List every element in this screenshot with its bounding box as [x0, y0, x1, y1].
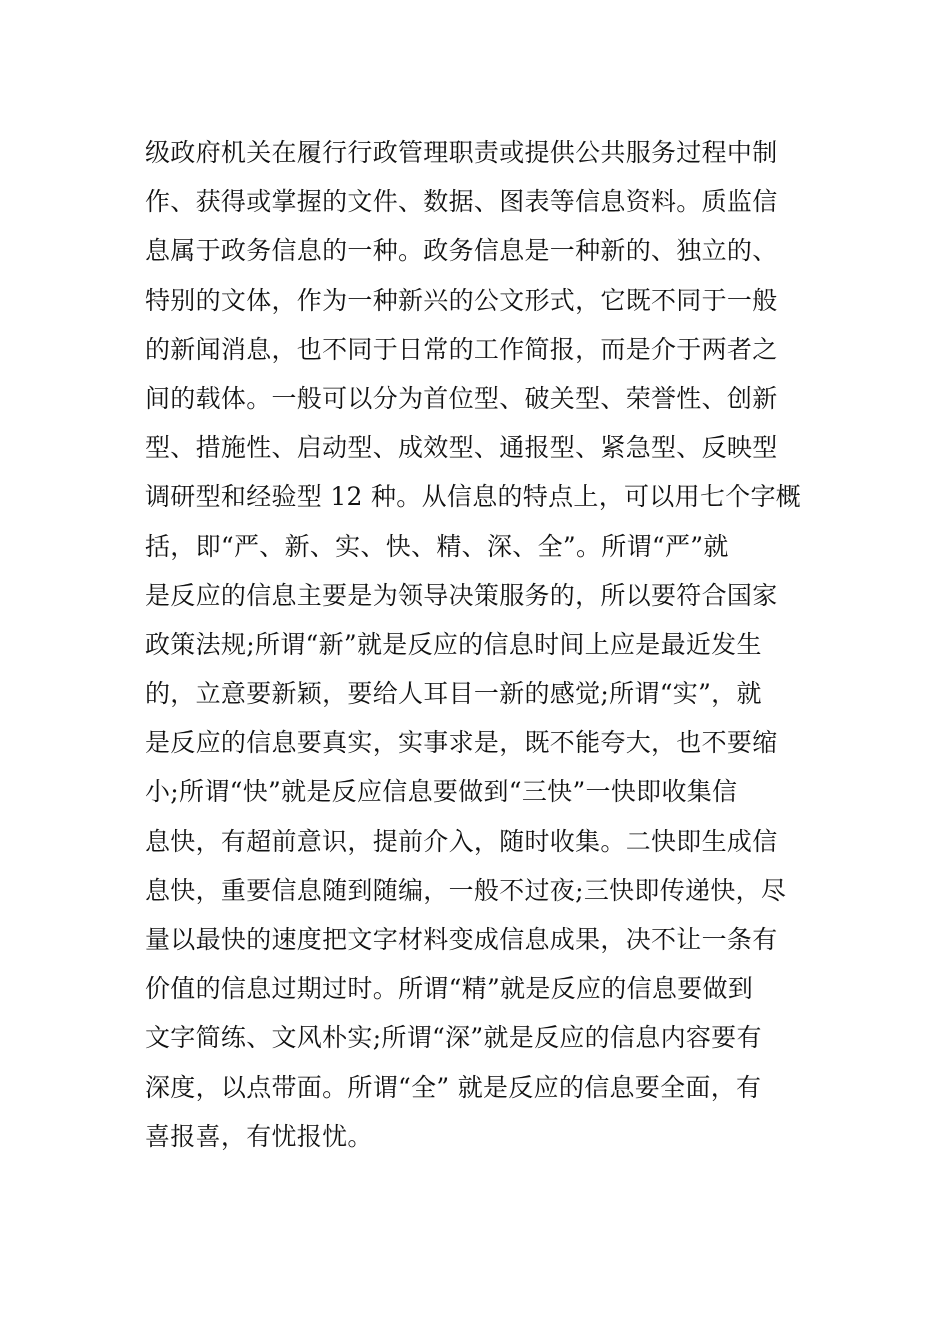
text-line: 的，立意要新颖，要给人耳目一新的感觉;所谓“实”，就 — [145, 679, 762, 709]
text-line: 息快，重要信息随到随编，一般不过夜;三快即传递快，尽 — [145, 875, 787, 905]
text-line: 价值的信息过期过时。所谓“精”就是反应的信息要做到 — [145, 974, 754, 1004]
text-line: 调研型和经验型 12 种。从信息的特点上，可以用七个字概 — [145, 482, 802, 512]
text-line: 喜报喜，有忧报忧。 — [145, 1121, 373, 1151]
text-line: 量以最快的速度把文字材料变成信息成果，决不让一条有 — [145, 925, 778, 954]
text-line: 括，即“严、新、实、快、精、深、全”。所谓“严”就 — [145, 531, 729, 561]
body-paragraph — [145, 128, 815, 1161]
text-line: 间的载体。一般可以分为首位型、破关型、荣誉性、创新 — [145, 383, 778, 413]
text-line: 小;所谓“快”就是反应信息要做到“三快”一快即收集信 — [145, 777, 738, 807]
text-line: 的新闻消息，也不同于日常的工作简报，而是介于两者之 — [145, 334, 778, 364]
text-line: 政策法规;所谓“新”就是反应的信息时间上应是最近发生 — [145, 629, 762, 659]
text-line: 息快，有超前意识，提前介入，随时收集。二快即生成信 — [145, 826, 778, 856]
text-line: 型、措施性、启动型、成效型、通报型、紧急型、反映型 — [145, 433, 778, 463]
text-line: 是反应的信息主要是为领导决策服务的，所以要符合国家 — [145, 580, 778, 610]
text-line: 深度，以点带面。所谓“全” 就是反应的信息要全面，有 — [145, 1072, 762, 1102]
text-line: 级政府机关在履行行政管理职责或提供公共服务过程中制 — [145, 138, 778, 167]
text-line: 息属于政务信息的一种。政务信息是一种新的、独立的、 — [145, 236, 778, 266]
text-line: 作、获得或掌握的文件、数据、图表等信息资料。质监信 — [145, 187, 778, 217]
text-line: 文字简练、文风朴实;所谓“深”就是反应的信息内容要有 — [145, 1023, 762, 1053]
text-line: 是反应的信息要真实，实事求是，既不能夸大，也不要缩 — [145, 728, 778, 758]
text-line: 特别的文体，作为一种新兴的公文形式，它既不同于一般 — [145, 285, 778, 315]
